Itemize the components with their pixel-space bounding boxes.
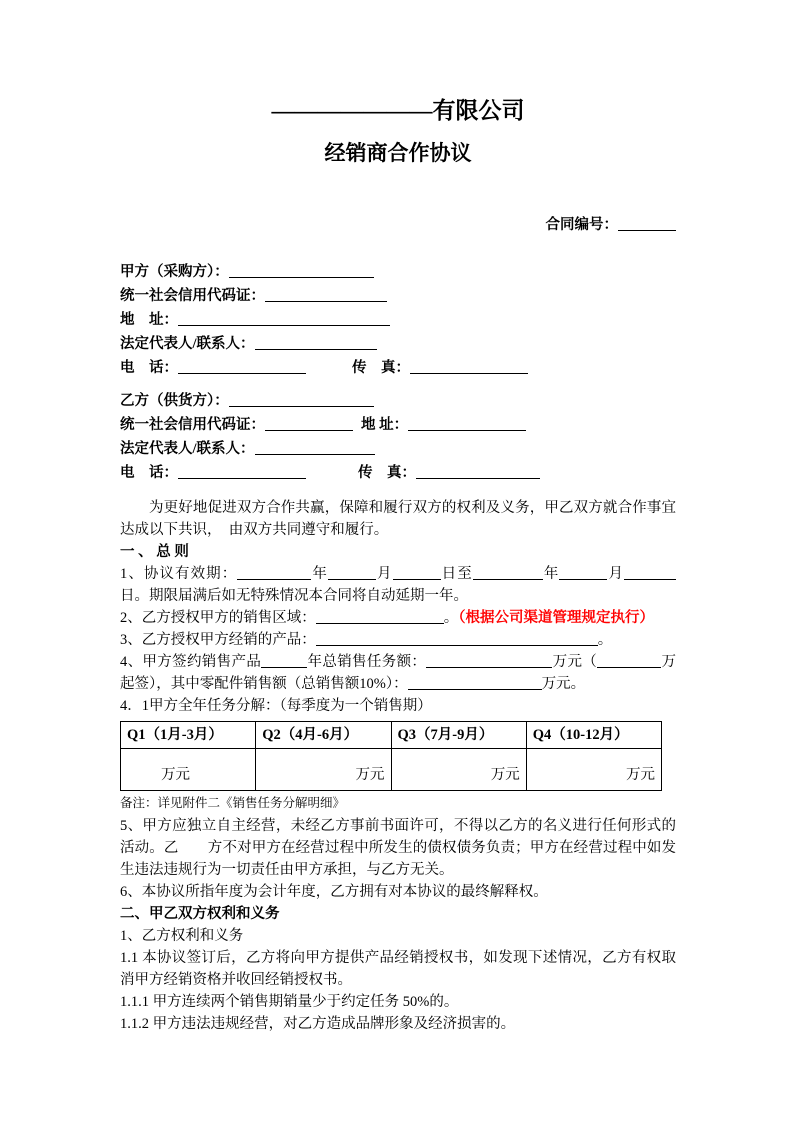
quarterly-task-table [120,721,662,791]
clause-2-period: 。 [443,610,459,626]
contract-number-line [120,214,676,236]
preamble-paragraph: 为更好地促进双方合作共赢，保障和履行双方的权利及义务，甲乙双方就合作事宜达成以下共识， 由双方共同遵守和履行。 [120,500,676,538]
party-b-fax-blank [416,464,540,479]
clause-3-text: 3、乙方授权甲方经销的产品： [120,632,316,648]
month-start-blank [328,565,376,580]
clause-4-seg: 4、甲方签约销售产品 [120,654,262,670]
party-b-name-line [120,389,676,413]
party-a-fax-label: 传 真： [352,360,410,376]
clause-1-seg: 1、协议有效期： [120,566,238,582]
party-a-legal-label: 法定代表人/联系人： [120,336,255,352]
clause-3-products [120,629,676,651]
clause-4-seg: 万元。 [541,676,586,692]
party-b-address-label: 地 址： [361,417,409,433]
party-b-credit-address-line [120,413,676,437]
party-a-address-line [120,308,676,332]
territory-blank [316,609,444,624]
table-header-q1: Q1（1月-3月） [121,722,256,749]
party-a-phone-fax-line [120,356,676,380]
minimum-sign-blank [597,653,661,668]
party-b-phone-label: 电 话： [120,465,178,481]
party-a-address-label: 地 址： [120,312,178,328]
channel-policy-note: （根据公司渠道管理规定执行） [458,610,654,626]
clause-3-period: 。 [597,632,613,648]
party-b-block [120,389,676,485]
clause-4-sales-target [120,651,676,695]
clause-2-text: 2、乙方授权甲方的销售区域： [120,610,316,626]
party-b-legal-blank [255,440,375,455]
party-b-name-label: 乙方（供货方）： [120,393,229,409]
party-a-credit-line [120,284,676,308]
party-a-credit-label: 统一社会信用代码证： [120,288,265,304]
party-b-credit-label: 统一社会信用代码证： [120,417,265,433]
table-remark: 备注：详见附件二《销售任务分解明细》 [120,796,346,810]
clause-1-seg: 日。期限届满后如无特殊情况本合同将自动延期一年。 [120,588,468,604]
party-a-address-blank [178,311,390,326]
party-b-credit-blank [265,416,353,431]
party-b-name-blank [229,392,374,407]
target-year-blank [261,653,307,668]
party-a-phone-blank [178,359,306,374]
clause-1-1-authorization: 1.1 本协议签订后，乙方将向甲方提供产品经销授权书，如发现下述情况，乙方有权取消甲方经销资格并收回经销授权书。 [120,950,676,988]
table-cell-q3: 万元 [391,749,526,791]
clause-1-validity [120,563,676,607]
clause-1-seg: 月 [607,566,625,582]
party-b-legal-line [120,437,676,461]
party-b-phone-blank [178,464,306,479]
clause-6-fiscal-year: 6、本协议所指年度为会计年度，乙方拥有对本协议的最终解释权。 [120,884,548,900]
clause-1-seg: 年 [542,566,560,582]
table-header-q3: Q3（7月-9月） [391,722,526,749]
section1-heading: 一 、 总 则 [120,544,189,560]
section2-heading: 二、甲乙双方权利和义务 [120,906,280,922]
clause-1-1-1-sales-shortfall: 1.1.1 甲方连续两个销售期销量少于约定任务 50%的。 [120,994,459,1010]
party-a-legal-blank [255,335,377,350]
section2-sub1-heading: 1、乙方权利和义务 [120,928,244,944]
parts-target-blank [408,675,542,690]
party-a-legal-line [120,332,676,356]
table-header-q4: Q4（10-12月） [526,722,661,749]
clause-1-seg: 月 [375,566,393,582]
table-cell-q1: 万元 [121,749,256,791]
table-value-row [121,749,662,791]
contract-number-blank [618,216,676,231]
contract-number-label: 合同编号： [545,217,618,233]
clause-2-territory [120,607,676,629]
clause-1-1-2-illegal-operation: 1.1.2 甲方违法违规经营，对乙方造成品牌形象及经济损害的。 [120,1016,516,1032]
clause-1-seg: 年 [311,566,328,582]
party-b-address-blank [408,416,526,431]
clause-4-seg: 万元（ [552,654,598,670]
party-b-legal-label: 法定代表人/联系人： [120,441,255,457]
clause-1-seg: 日至 [440,566,473,582]
clause-4-1-breakdown: 4．1甲方全年任务分解：（每季度为一个销售期） [120,698,432,714]
company-title: ———————有限公司 [271,98,525,123]
table-cell-q2: 万元 [256,749,391,791]
year-start-blank [237,565,311,580]
day-start-blank [393,565,441,580]
table-header-row [121,722,662,749]
party-a-name-blank [229,263,374,278]
party-b-fax-label: 传 真： [358,465,416,481]
products-blank [316,631,598,646]
party-a-credit-blank [265,287,387,302]
party-b-phone-fax-line [120,461,676,485]
total-target-blank [426,653,552,668]
year-end-blank [473,565,543,580]
day-end-blank [624,565,676,580]
document-title: 经销商合作协议 [324,141,472,165]
month-end-blank [559,565,607,580]
clause-4-seg: 年总销售任务额： [307,654,427,670]
party-a-fax-blank [410,359,528,374]
party-a-name-line [120,260,676,284]
clause-5-independent-operation: 5、甲方应独立自主经营，未经乙方事前书面许可，不得以乙方的名义进行任何形式的活动。乙 方不对甲方在经营过程中所发生的债权债务负责；甲方在经营过程中如发生违法违规行为一切责任由甲方承担，与乙方无关。 [120,818,676,878]
table-header-q2: Q2（4月-6月） [256,722,391,749]
clause-4-seg: 万起签），其中零配件销售额（总销售额10%）： [120,654,676,692]
party-a-block [120,260,676,380]
table-cell-q4: 万元 [526,749,661,791]
party-a-name-label: 甲方（采购方）： [120,264,229,280]
party-a-phone-label: 电 话： [120,360,178,376]
